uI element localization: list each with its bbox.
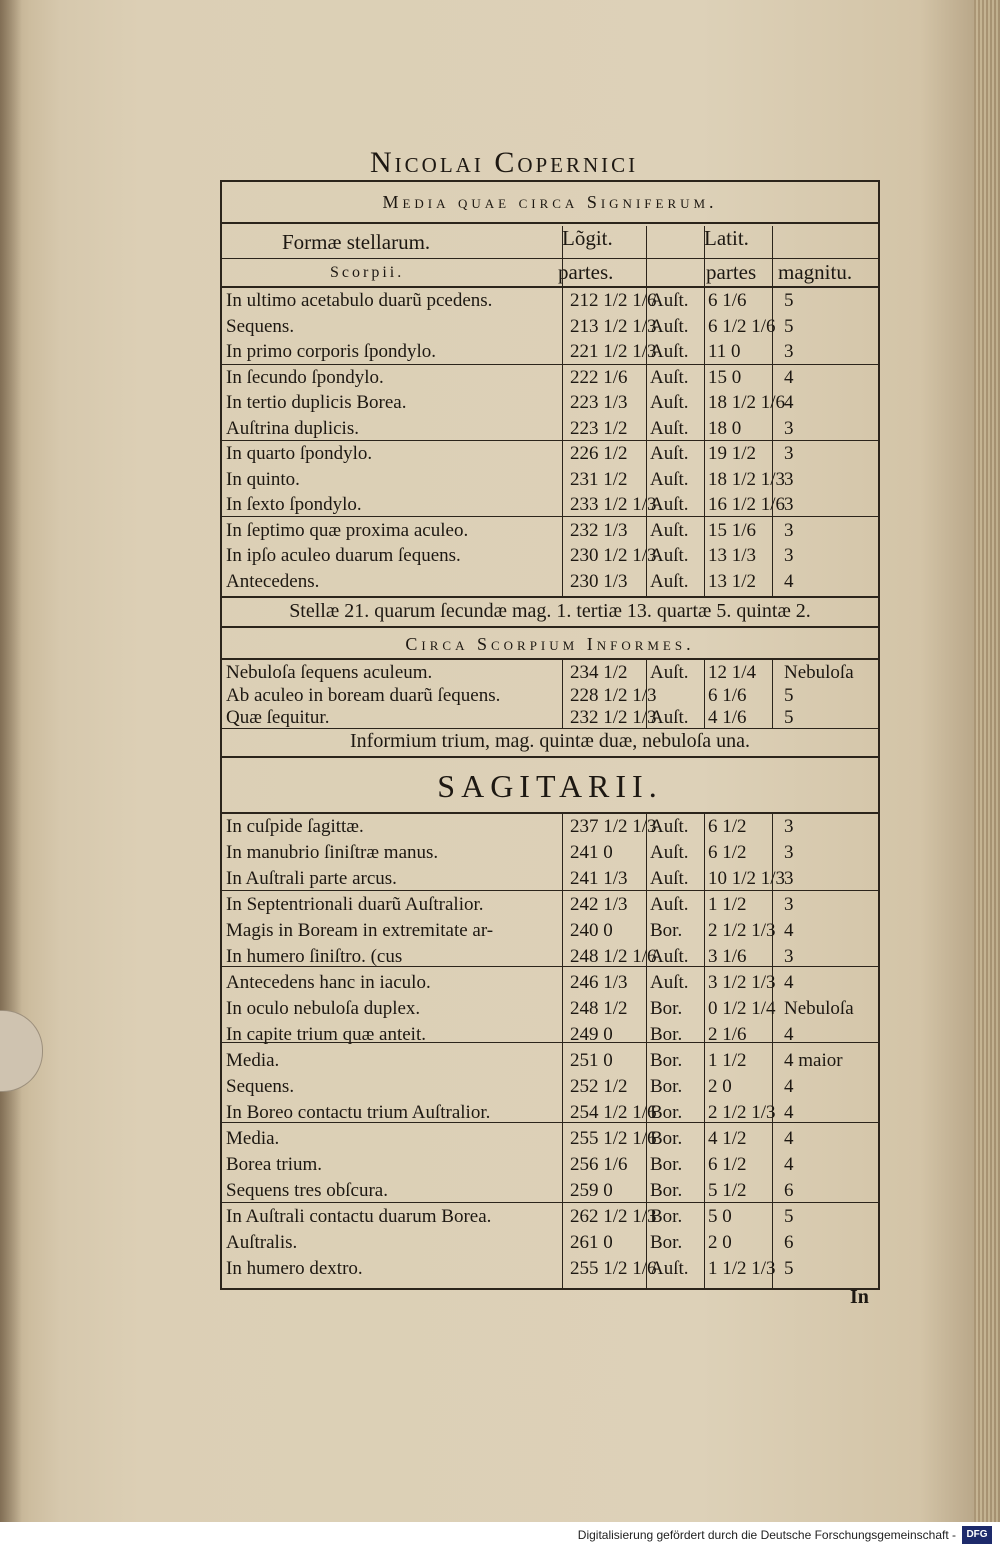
star-form-cell: In manubrio ſiniſtræ manus. <box>226 842 439 863</box>
star-form-cell: Nebuloſa ſequens aculeum. <box>226 662 433 683</box>
direction-cell: Auſt. <box>650 894 689 915</box>
magnitude-cell: 3 <box>784 894 794 915</box>
sagittarius-title: SAGITARII. <box>437 768 663 804</box>
table-row <box>222 840 878 865</box>
longitude-cell: 249 0 <box>570 1024 613 1045</box>
direction-cell: Auſt. <box>650 816 689 837</box>
longitude-cell: 254 1/2 1/6 <box>570 1102 657 1123</box>
magnitude-cell: 5 <box>784 315 794 337</box>
direction-cell: Auſt. <box>650 468 689 490</box>
longitude-cell: 241 0 <box>570 842 613 863</box>
longitude-cell: 232 1/3 <box>570 519 628 541</box>
star-form-cell: Borea trium. <box>226 1154 323 1175</box>
latitude-cell: 0 1/2 1/4 <box>708 998 776 1019</box>
star-form-cell: In ultimo acetabulo duarũ pcedens. <box>226 290 493 311</box>
latitude-cell: 4 1/2 <box>708 1128 747 1149</box>
latitude-cell: 18 1/2 1/6 <box>708 392 786 413</box>
rule <box>222 626 878 628</box>
latitude-cell: 2 0 <box>708 1076 732 1097</box>
table-row <box>222 1204 878 1229</box>
rule <box>222 258 878 259</box>
magnitude-cell: 3 <box>784 868 794 889</box>
table-row <box>222 569 878 594</box>
star-form-cell: Quæ ſequitur. <box>226 707 330 728</box>
magnitude-cell: 4 <box>784 392 794 413</box>
running-head: Nicolai Copernici <box>370 146 639 179</box>
magnitude-cell: 3 <box>784 443 794 464</box>
longitude-cell: 259 0 <box>570 1180 613 1201</box>
magnitude-cell: Nebuloſa <box>784 998 854 1019</box>
direction-cell: Auſt. <box>650 707 689 728</box>
direction-cell: Auſt. <box>650 946 689 967</box>
star-form-cell: In cuſpide ſagittæ. <box>226 816 364 837</box>
magnitude-cell: 3 <box>784 545 794 566</box>
table-row <box>222 866 878 891</box>
star-form-cell: In capite trium quæ anteit. <box>226 1024 426 1045</box>
table-row <box>222 1022 878 1047</box>
latitude-cell: 19 1/2 <box>708 443 757 464</box>
magnitude-cell: 3 <box>784 816 794 837</box>
longitude-cell: 255 1/2 1/6 <box>570 1128 657 1149</box>
header-long-units: partes. <box>558 260 614 284</box>
table-row <box>222 288 878 313</box>
star-form-cell: In Boreo contactu trium Auſtralior. <box>226 1102 491 1123</box>
direction-cell: Auſt. <box>650 842 689 863</box>
table-row <box>222 660 878 685</box>
star-form-cell: Sequens. <box>226 315 295 337</box>
magnitude-cell: 4 <box>784 920 794 941</box>
magnitude-cell: 4 <box>784 1076 794 1097</box>
magnitude-cell: 6 <box>784 1180 794 1201</box>
latitude-cell: 12 1/4 <box>708 662 757 683</box>
direction-cell: Auſt. <box>650 341 689 362</box>
longitude-cell: 256 1/6 <box>570 1154 628 1175</box>
star-form-cell: In quarto ſpondylo. <box>226 443 373 464</box>
latitude-cell: 13 1/3 <box>708 545 757 566</box>
direction-cell: Auſt. <box>650 494 689 515</box>
table-row <box>222 314 878 339</box>
star-form-cell: Antecedens hanc in iaculo. <box>226 972 431 993</box>
longitude-cell: 226 1/2 <box>570 443 628 464</box>
star-catalogue-table <box>220 180 880 1290</box>
table-row <box>222 1230 878 1255</box>
star-form-cell: Sequens tres obſcura. <box>226 1180 388 1201</box>
latitude-cell: 18 1/2 1/3 <box>708 468 786 490</box>
longitude-cell: 255 1/2 1/6 <box>570 1258 657 1279</box>
star-form-cell: In Auſtrali parte arcus. <box>226 868 397 889</box>
table-row <box>222 1048 878 1073</box>
longitude-cell: 230 1/3 <box>570 570 628 592</box>
longitude-cell: 251 0 <box>570 1050 613 1071</box>
longitude-cell: 240 0 <box>570 920 613 941</box>
direction-cell: Bor. <box>650 1154 683 1175</box>
latitude-cell: 2 1/2 1/3 <box>708 1102 776 1123</box>
longitude-cell: 213 1/2 1/3 <box>570 315 657 337</box>
longitude-cell: 248 1/2 <box>570 998 628 1019</box>
leaf-edges <box>974 0 1000 1522</box>
direction-cell: Bor. <box>650 1024 683 1045</box>
table-row <box>222 365 878 390</box>
direction-cell: Auſt. <box>650 662 689 683</box>
group-rule <box>222 1042 878 1043</box>
direction-cell: Auſt. <box>650 545 689 566</box>
group-rule <box>222 966 878 967</box>
longitude-cell: 222 1/6 <box>570 366 628 388</box>
direction-cell: Auſt. <box>650 519 689 541</box>
latitude-cell: 5 0 <box>708 1206 732 1227</box>
table-row <box>222 1074 878 1099</box>
group-rule <box>222 364 878 365</box>
star-form-cell: In ſexto ſpondylo. <box>226 494 362 515</box>
direction-cell: Auſt. <box>650 868 689 889</box>
table-row <box>222 1178 878 1203</box>
direction-cell: Bor. <box>650 1128 683 1149</box>
latitude-cell: 1 1/2 <box>708 894 747 915</box>
header-constellation: Scorpii. <box>330 264 405 281</box>
longitude-cell: 261 0 <box>570 1232 613 1253</box>
group-rule <box>222 1202 878 1203</box>
magnitude-cell: 5 <box>784 684 794 706</box>
magnitude-cell: 4 <box>784 570 794 592</box>
header-magnitude: magnitu. <box>778 260 853 284</box>
magnitude-cell: 4 <box>784 1024 794 1045</box>
latitude-cell: 1 1/2 <box>708 1050 747 1071</box>
magnitude-cell: 5 <box>784 1206 794 1227</box>
group-rule <box>222 1122 878 1123</box>
star-form-cell: In tertio duplicis Borea. <box>226 392 407 413</box>
direction-cell: Bor. <box>650 1206 683 1227</box>
magnitude-cell: 5 <box>784 707 794 728</box>
gutter-shadow <box>0 0 22 1522</box>
informes-summary: Informium trium, mag. quintæ duæ, nebuloſa una. <box>350 730 750 752</box>
magnitude-cell: 4 <box>784 366 794 388</box>
header-latitude: Latit. <box>704 226 749 250</box>
direction-cell: Auſt. <box>650 417 689 439</box>
latitude-cell: 2 0 <box>708 1232 732 1253</box>
longitude-cell: 221 1/2 1/3 <box>570 341 657 362</box>
section-title: Media quae circa Signiferum. <box>382 192 718 212</box>
star-form-cell: Magis in Boream in extremitate ar- <box>226 920 494 941</box>
latitude-cell: 13 1/2 <box>708 570 757 592</box>
magnitude-cell: 5 <box>784 290 794 311</box>
table-row <box>222 467 878 492</box>
group-rule <box>222 890 878 891</box>
latitude-cell: 3 1/6 <box>708 946 747 967</box>
latitude-cell: 11 0 <box>708 341 741 362</box>
table-row <box>222 1126 878 1151</box>
rule <box>222 756 878 758</box>
star-form-cell: In primo corporis ſpondylo. <box>226 341 437 362</box>
table-row <box>222 683 878 708</box>
direction-cell: Auſt. <box>650 290 689 311</box>
magnitude-cell: 3 <box>784 494 794 515</box>
latitude-cell: 2 1/6 <box>708 1024 747 1045</box>
latitude-cell: 10 1/2 1/3 <box>708 868 786 889</box>
informes-title: Circa Scorpium Informes. <box>405 634 695 654</box>
latitude-cell: 4 1/6 <box>708 707 747 728</box>
latitude-cell: 2 1/2 1/3 <box>708 920 776 941</box>
star-form-cell: Media. <box>226 1050 280 1071</box>
magnitude-cell: 5 <box>784 1258 794 1279</box>
star-form-cell: Auſtrina duplicis. <box>226 417 359 439</box>
latitude-cell: 15 1/6 <box>708 519 757 541</box>
table-row <box>222 918 878 943</box>
table-row <box>222 492 878 517</box>
table-row <box>222 390 878 415</box>
table-row <box>222 1152 878 1177</box>
header-longitude: Lõgit. <box>562 226 613 250</box>
direction-cell: Bor. <box>650 1076 683 1097</box>
magnitude-cell: 4 <box>784 972 794 993</box>
star-form-cell: In ſecundo ſpondylo. <box>226 366 384 388</box>
table-row <box>222 543 878 568</box>
direction-cell: Bor. <box>650 998 683 1019</box>
direction-cell: Bor. <box>650 1050 683 1071</box>
page-clip <box>0 1010 43 1092</box>
latitude-cell: 6 1/6 <box>708 290 747 311</box>
scorpius-summary: Stellæ 21. quarum ſecundæ mag. 1. tertiæ 13. quartæ 5. quintæ 2. <box>289 600 811 622</box>
latitude-cell: 3 1/2 1/3 <box>708 972 776 993</box>
longitude-cell: 223 1/3 <box>570 392 628 413</box>
star-form-cell: Antecedens. <box>226 570 320 592</box>
rule <box>222 596 878 598</box>
magnitude-cell: 3 <box>784 519 794 541</box>
magnitude-cell: 4 <box>784 1154 794 1175</box>
table-row <box>222 518 878 543</box>
direction-cell: Auſt. <box>650 315 689 337</box>
latitude-cell: 6 1/2 <box>708 1154 747 1175</box>
magnitude-cell: 4 <box>784 1102 794 1123</box>
catchword: In <box>850 1286 869 1308</box>
direction-cell: Bor. <box>650 1232 683 1253</box>
latitude-cell: 5 1/2 <box>708 1180 747 1201</box>
table-row <box>222 996 878 1021</box>
longitude-cell: 246 1/3 <box>570 972 628 993</box>
latitude-cell: 6 1/6 <box>708 684 747 706</box>
direction-cell: Auſt. <box>650 443 689 464</box>
longitude-cell: 231 1/2 <box>570 468 628 490</box>
star-form-cell: Sequens. <box>226 1076 295 1097</box>
star-form-cell: In oculo nebuloſa duplex. <box>226 998 421 1019</box>
magnitude-cell: 3 <box>784 417 794 439</box>
latitude-cell: 1 1/2 1/3 <box>708 1258 776 1279</box>
table-row <box>222 339 878 364</box>
longitude-cell: 230 1/2 1/3 <box>570 545 657 566</box>
longitude-cell: 223 1/2 <box>570 417 628 439</box>
rule <box>222 728 878 729</box>
star-form-cell: Media. <box>226 1128 280 1149</box>
latitude-cell: 16 1/2 1/6 <box>708 494 786 515</box>
table-row <box>222 970 878 995</box>
star-form-cell: In ipſo aculeo duarum ſequens. <box>226 545 461 566</box>
longitude-cell: 212 1/2 1/6 <box>570 290 657 311</box>
longitude-cell: 252 1/2 <box>570 1076 628 1097</box>
direction-cell: Auſt. <box>650 972 689 993</box>
group-rule <box>222 440 878 441</box>
dfg-logo: DFG <box>962 1526 992 1544</box>
table-row <box>222 892 878 917</box>
table-row <box>222 705 878 730</box>
magnitude-cell: 3 <box>784 842 794 863</box>
table-row <box>222 441 878 466</box>
longitude-cell: 232 1/2 1/3 <box>570 707 657 728</box>
direction-cell: Bor. <box>650 920 683 941</box>
longitude-cell: 241 1/3 <box>570 868 628 889</box>
header-forms: Formæ stellarum. <box>282 230 431 254</box>
longitude-cell: 228 1/2 1/3 <box>570 684 657 706</box>
star-form-cell: In ſeptimo quæ proxima aculeo. <box>226 519 469 541</box>
magnitude-cell: 4 <box>784 1128 794 1149</box>
star-form-cell: In humero dextro. <box>226 1258 363 1279</box>
direction-cell: Auſt. <box>650 392 689 413</box>
longitude-cell: 262 1/2 1/3 <box>570 1206 657 1227</box>
longitude-cell: 234 1/2 <box>570 662 628 683</box>
magnitude-cell: 4 maior <box>784 1050 843 1071</box>
magnitude-cell: 6 <box>784 1232 794 1253</box>
rule <box>222 222 878 224</box>
table-row <box>222 416 878 441</box>
direction-cell: Auſt. <box>650 366 689 388</box>
footer-bar <box>0 1522 1000 1550</box>
magnitude-cell: Nebuloſa <box>784 662 854 683</box>
direction-cell: Auſt. <box>650 570 689 592</box>
direction-cell: Bor. <box>650 1180 683 1201</box>
group-rule <box>222 516 878 517</box>
star-form-cell: Auſtralis. <box>226 1232 298 1253</box>
magnitude-cell: 3 <box>784 468 794 490</box>
header-lat-units: partes <box>706 260 757 284</box>
latitude-cell: 18 0 <box>708 417 742 439</box>
latitude-cell: 15 0 <box>708 366 742 388</box>
star-form-cell: In humero ſiniſtro. (cus <box>226 946 403 967</box>
footer-credit: Digitalisierung gefördert durch die Deutsche Forschungsgemeinschaft - <box>577 1528 956 1542</box>
magnitude-cell: 3 <box>784 946 794 967</box>
direction-cell: Auſt. <box>650 1258 689 1279</box>
table-row <box>222 814 878 839</box>
latitude-cell: 6 1/2 1/6 <box>708 315 776 337</box>
star-form-cell: Ab aculeo in boream duarũ ſequens. <box>226 684 501 706</box>
star-form-cell: In Septentrionali duarũ Auſtralior. <box>226 894 484 915</box>
longitude-cell: 248 1/2 1/6 <box>570 946 657 967</box>
table-row <box>222 1256 878 1281</box>
latitude-cell: 6 1/2 <box>708 816 747 837</box>
magnitude-cell: 3 <box>784 341 794 362</box>
longitude-cell: 237 1/2 1/3 <box>570 816 657 837</box>
star-form-cell: In Auſtrali contactu duarum Borea. <box>226 1206 492 1227</box>
longitude-cell: 242 1/3 <box>570 894 628 915</box>
latitude-cell: 6 1/2 <box>708 842 747 863</box>
longitude-cell: 233 1/2 1/3 <box>570 494 657 515</box>
direction-cell: Bor. <box>650 1102 683 1123</box>
star-form-cell: In quinto. <box>226 468 300 490</box>
